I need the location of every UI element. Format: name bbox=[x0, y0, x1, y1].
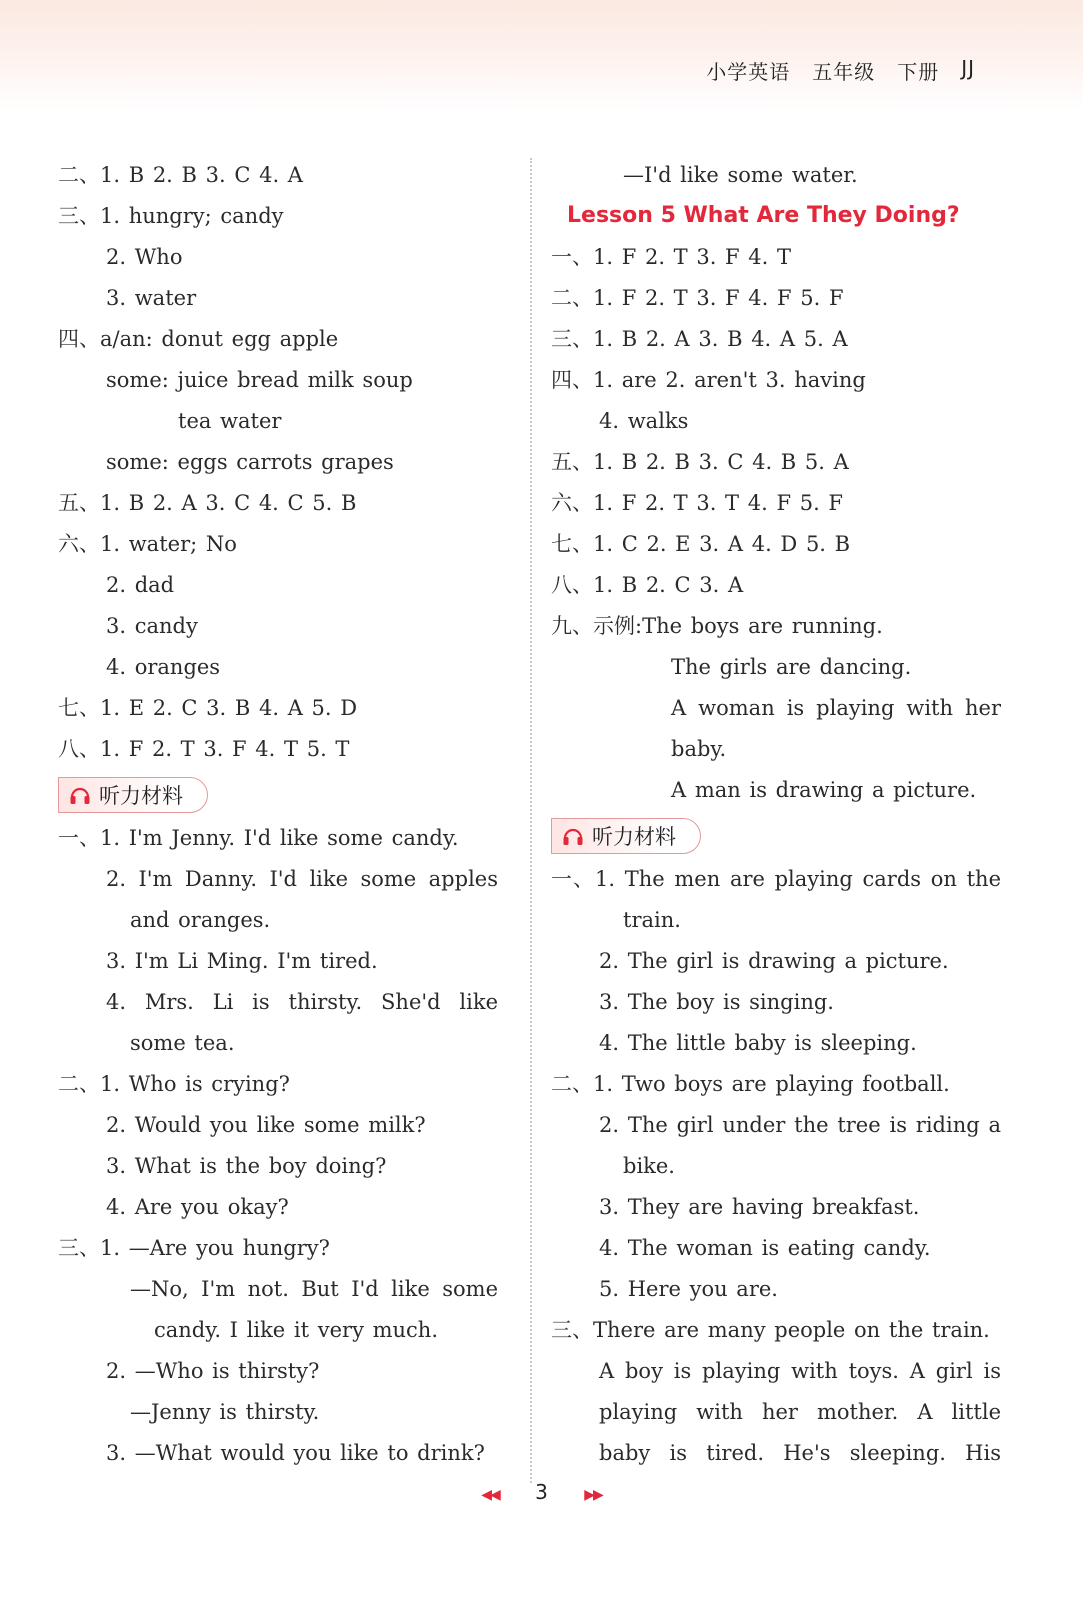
page-number: 3 bbox=[535, 1480, 548, 1504]
answer-line: 八、1. F 2. T 3. F 4. T 5. T bbox=[58, 737, 350, 761]
answer-line: some: juice bread milk soup bbox=[106, 368, 413, 392]
answer-line: 3. water bbox=[106, 286, 197, 310]
answer-line: 六、1. water; No bbox=[58, 532, 237, 556]
answer-line: 2. dad bbox=[106, 573, 175, 597]
headphone-icon bbox=[69, 785, 91, 805]
answer-line: 3. The boy is singing. bbox=[599, 990, 834, 1014]
answer-line: 九、示例:The boys are running. bbox=[551, 614, 883, 638]
answer-line: A woman is playing with her bbox=[671, 696, 1001, 720]
answer-line: 4. The little baby is sleeping. bbox=[599, 1031, 917, 1055]
answer-line: 2. The girl under the tree is riding a bbox=[599, 1113, 1001, 1137]
answer-line: baby is tired. He's sleeping. His bbox=[599, 1441, 1001, 1465]
answer-line: 一、1. F 2. T 3. F 4. T bbox=[551, 245, 792, 269]
answer-line: 2. Who bbox=[106, 245, 183, 269]
answer-line: some: eggs carrots grapes bbox=[106, 450, 394, 474]
right-answer-column bbox=[551, 158, 1001, 1477]
header-volume: 下册 bbox=[897, 60, 940, 84]
answer-line: 2. Would you like some milk? bbox=[106, 1113, 426, 1137]
answer-line: 四、1. are 2. aren't 3. having bbox=[551, 368, 866, 392]
answer-line: 2. The girl is drawing a picture. bbox=[599, 949, 949, 973]
listening-material-tag bbox=[58, 777, 208, 813]
answer-line: 4. Are you okay? bbox=[106, 1195, 289, 1219]
answer-line: baby. bbox=[671, 737, 727, 761]
answer-line: 二、1. Who is crying? bbox=[58, 1072, 290, 1096]
answer-line: The girls are dancing. bbox=[671, 655, 912, 679]
answer-line: 一、1. I'm Jenny. I'd like some candy. bbox=[58, 826, 459, 850]
answer-line: playing with her mother. A little bbox=[599, 1400, 1001, 1424]
answer-line: candy. I like it very much. bbox=[154, 1318, 439, 1342]
answer-line: 二、1. F 2. T 3. F 4. F 5. F bbox=[551, 286, 844, 310]
answer-line: 七、1. E 2. C 3. B 4. A 5. D bbox=[58, 696, 358, 720]
answer-line: 3. They are having breakfast. bbox=[599, 1195, 920, 1219]
answer-line: 3. candy bbox=[106, 614, 198, 638]
section-tag-row bbox=[551, 814, 1001, 862]
column-divider bbox=[530, 158, 532, 1483]
section-tag-row bbox=[58, 773, 498, 821]
answer-line: 二、1. Two boys are playing football. bbox=[551, 1072, 950, 1096]
answer-line: 一、1. The men are playing cards on the bbox=[551, 867, 1001, 891]
answer-line: some tea. bbox=[130, 1031, 235, 1055]
listening-material-tag bbox=[551, 818, 701, 854]
answer-line: 4. walks bbox=[599, 409, 689, 433]
answer-line: A boy is playing with toys. A girl is bbox=[599, 1359, 1001, 1383]
answer-line: 3. —What would you like to drink? bbox=[106, 1441, 485, 1465]
listening-material-label: 听力材料 bbox=[99, 784, 183, 808]
answer-line: train. bbox=[623, 908, 681, 932]
header-band bbox=[0, 0, 1083, 110]
left-answer-column bbox=[58, 158, 498, 1477]
answer-line: 三、1. hungry; candy bbox=[58, 204, 284, 228]
answer-line: 二、1. B 2. B 3. C 4. A bbox=[58, 163, 303, 187]
answer-line: 三、1. —Are you hungry? bbox=[58, 1236, 330, 1260]
answer-line: A man is drawing a picture. bbox=[671, 778, 977, 802]
answer-line: 3. I'm Li Ming. I'm tired. bbox=[106, 949, 378, 973]
listening-material-label: 听力材料 bbox=[592, 825, 676, 849]
answer-line: 五、1. B 2. A 3. C 4. C 5. B bbox=[58, 491, 357, 515]
header-grade: 五年级 bbox=[812, 60, 876, 84]
answer-line: bike. bbox=[623, 1154, 675, 1178]
answer-line: 2. —Who is thirsty? bbox=[106, 1359, 320, 1383]
answer-line: 5. Here you are. bbox=[599, 1277, 778, 1301]
answer-line: 四、a/an: donut egg apple bbox=[58, 327, 339, 351]
page-footer bbox=[0, 1480, 1083, 1504]
header-edition: JJ bbox=[961, 56, 975, 80]
answer-line: —Jenny is thirsty. bbox=[130, 1400, 320, 1424]
answer-line: 4. Mrs. Li is thirsty. She'd like bbox=[106, 990, 498, 1014]
next-page-arrows: ▶▶ bbox=[584, 1487, 602, 1503]
prev-page-arrows: ◀◀ bbox=[481, 1487, 499, 1503]
answer-line: 八、1. B 2. C 3. A bbox=[551, 573, 744, 597]
answer-line: 3. What is the boy doing? bbox=[106, 1154, 387, 1178]
headphone-icon bbox=[562, 826, 584, 846]
page-header bbox=[706, 56, 975, 85]
answer-line: tea water bbox=[178, 409, 282, 433]
answer-line: 六、1. F 2. T 3. T 4. F 5. F bbox=[551, 491, 843, 515]
answer-line: 4. The woman is eating candy. bbox=[599, 1236, 931, 1260]
answer-line: 三、1. B 2. A 3. B 4. A 5. A bbox=[551, 327, 848, 351]
answer-line: —No, I'm not. But I'd like some bbox=[130, 1277, 498, 1301]
answer-line: and oranges. bbox=[130, 908, 271, 932]
answer-line: 4. oranges bbox=[106, 655, 221, 679]
answer-line: 2. I'm Danny. I'd like some apples bbox=[106, 867, 498, 891]
answer-line: 七、1. C 2. E 3. A 4. D 5. B bbox=[551, 532, 851, 556]
header-subject: 小学英语 bbox=[706, 60, 791, 84]
answer-line: 三、There are many people on the train. bbox=[551, 1318, 990, 1342]
lesson-title: Lesson 5 What Are They Doing? bbox=[567, 203, 960, 228]
answer-line: 五、1. B 2. B 3. C 4. B 5. A bbox=[551, 450, 849, 474]
answer-line: —I'd like some water. bbox=[623, 163, 858, 187]
